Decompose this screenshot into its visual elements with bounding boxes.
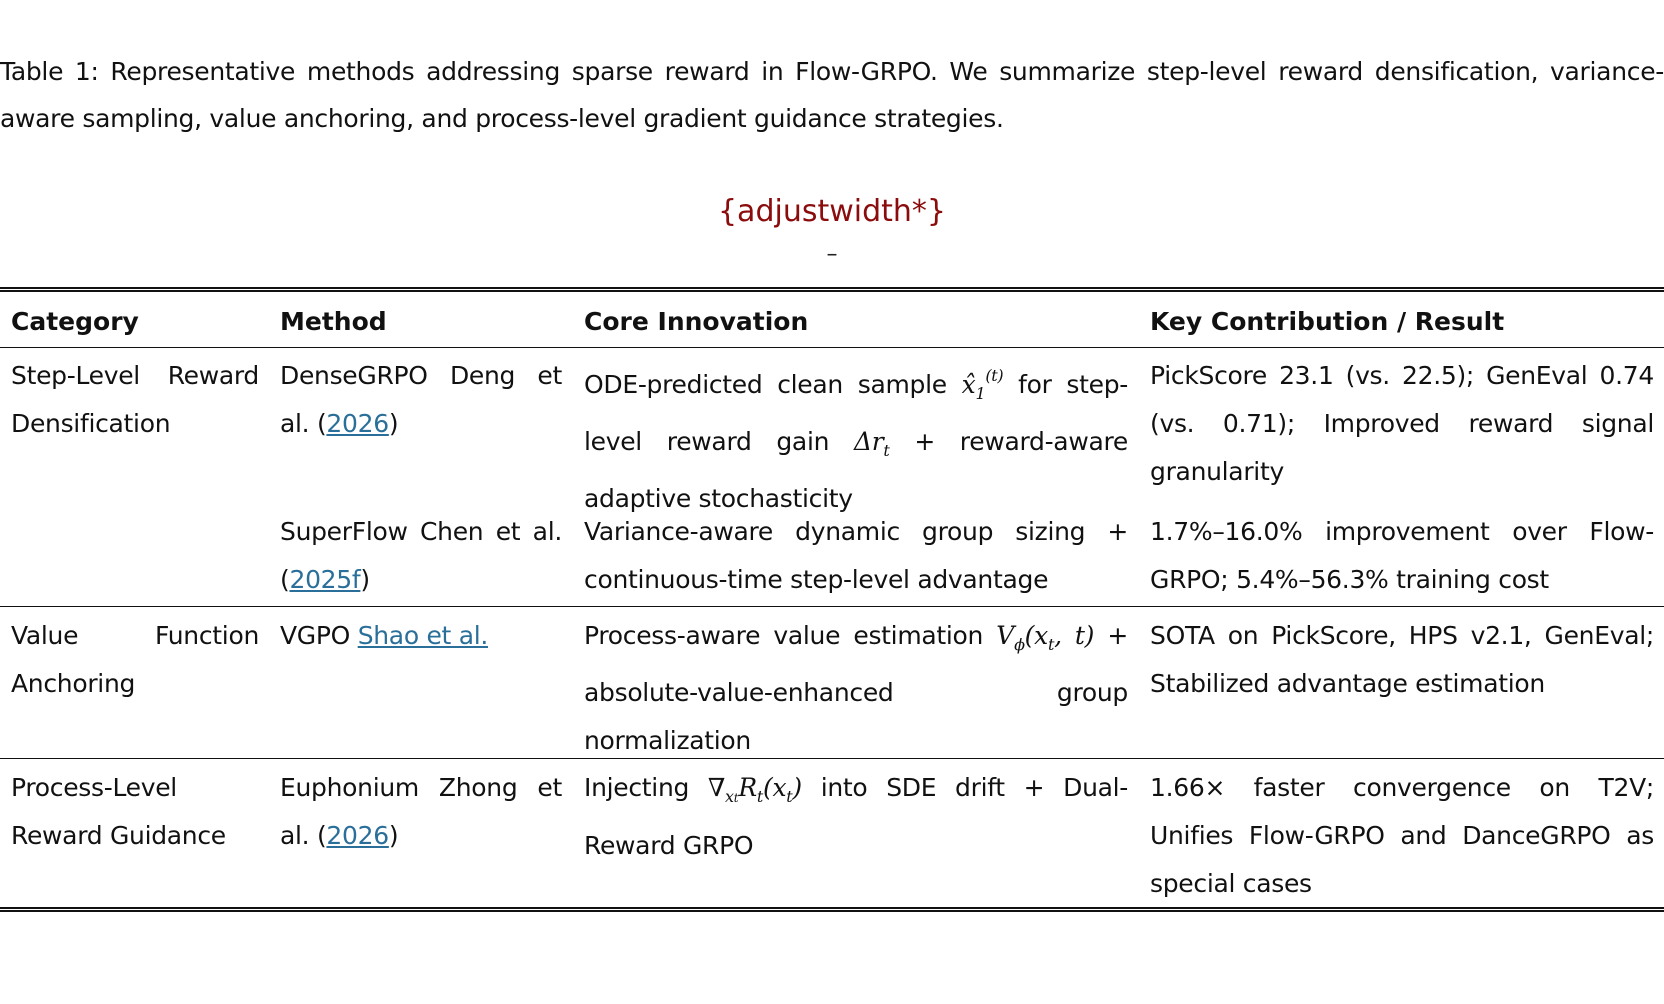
header-innovation: Core Innovation xyxy=(584,307,809,336)
dash-mark: – xyxy=(826,242,838,267)
row3-category: Value Function Anchoring xyxy=(11,621,259,698)
environment-label: {adjustwidth*} xyxy=(717,194,947,229)
row2-method-name: SuperFlow Chen et al. ( xyxy=(280,517,562,594)
row1-method-close: ) xyxy=(388,409,399,438)
row4-result: 1.66× faster convergence on T2V; Unifies Flow-GRPO and DanceGRPO as special cases xyxy=(1150,773,1654,898)
row4-method-close: ) xyxy=(388,821,399,850)
row1-math-xhat: $x̂_1^{(t)}$ xyxy=(961,366,1004,403)
row1-category: Step-Level Reward Densification xyxy=(11,361,259,438)
header-result: Key Contribution / Result xyxy=(1150,307,1505,336)
table-bottom-rule xyxy=(0,907,1664,912)
row4-innovation xyxy=(584,764,1128,870)
row1-innovation-text-b: for step-level reward gain xyxy=(584,370,1128,456)
table-top-rule xyxy=(0,287,1664,292)
row1-method xyxy=(280,352,562,448)
row1-innovation xyxy=(584,352,1128,523)
row3-citation-link[interactable]: Shao et al. xyxy=(357,621,489,650)
row4-method xyxy=(280,764,562,860)
row3-method-name: VGPO xyxy=(280,621,358,650)
row-rule-2 xyxy=(0,606,1664,607)
row1-math-delta-r: $\Delta r_t$ xyxy=(853,427,890,460)
row3-result: SOTA on PickScore, HPS v2.1, GenEval; Stabilized advantage estimation xyxy=(1150,621,1654,698)
header-method: Method xyxy=(280,307,387,336)
row3-method xyxy=(280,612,562,660)
row4-innovation-text-b: into SDE drift + Dual-Reward GRPO xyxy=(584,773,1128,860)
row4-math-gradient: $\nabla_{xt}R_t(x_t)$ xyxy=(707,773,802,806)
row3-innovation xyxy=(584,612,1128,765)
row3-math-value-fn: $V_\phi(x_t$, t) xyxy=(996,621,1095,654)
row1-innovation-text-a: ODE-predicted clean sample xyxy=(584,370,962,399)
row2-result: 1.7%–16.0% improvement over Flow-GRPO; 5.4%–56.3% training cost xyxy=(1150,517,1654,594)
row3-innovation-text-a: Process-aware value estimation xyxy=(584,621,997,650)
row1-result: PickScore 23.1 (vs. 22.5); GenEval 0.74 (vs. 0.71); Improved reward signal granularity xyxy=(1150,361,1654,486)
row1-citation-link[interactable]: 2026 xyxy=(326,409,389,438)
header-category: Category xyxy=(11,307,139,336)
row2-innovation: Variance-aware dynamic group sizing + continuous-time step-level advantage xyxy=(584,517,1128,594)
table-caption: Table 1: Representative methods addressing sparse reward in Flow-GRPO. We summarize step-level reward densification, variance-aware sampling, value anchoring, and process-level gradient guidance strategies. xyxy=(0,57,1664,133)
header-rule xyxy=(0,347,1664,348)
row4-innovation-text-a: Injecting xyxy=(584,773,708,802)
row4-method-name: Euphonium Zhong et al. ( xyxy=(280,773,562,850)
row2-method xyxy=(280,508,562,604)
row3-innovation-text-b: + absolute-value-enhanced group normalization xyxy=(584,621,1128,755)
row2-citation-link[interactable]: 2025f xyxy=(289,565,361,594)
row4-category: Process-Level Reward Guidance xyxy=(11,773,226,850)
row1-innovation-text-c: + reward-aware adaptive stochasticity xyxy=(584,427,1128,513)
row1-method-name: DenseGRPO Deng et al. ( xyxy=(280,361,562,438)
row2-method-close: ) xyxy=(360,565,370,594)
row4-citation-link[interactable]: 2026 xyxy=(326,821,389,850)
row-rule-3 xyxy=(0,758,1664,759)
